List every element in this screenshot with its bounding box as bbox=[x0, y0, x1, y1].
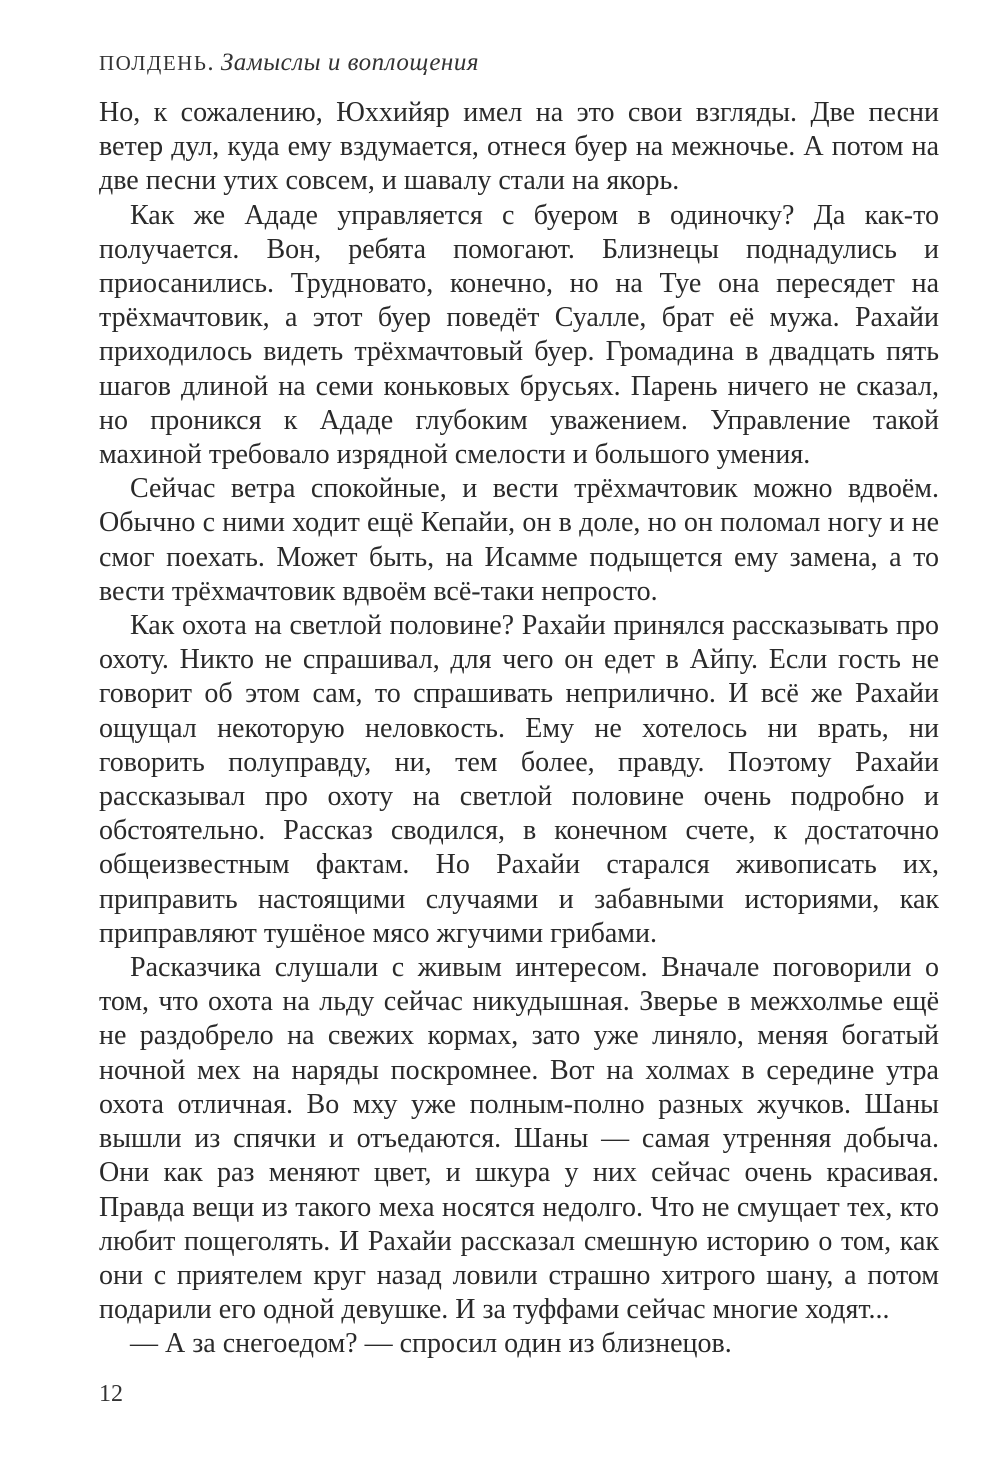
dialogue-line: — А за снегоедом? — спросил один из близнецов. bbox=[130, 1328, 732, 1360]
paragraph: Сейчас ветра спокойные, и вести трёхмачтовик можно вдвоём. Обычно с ними ходит ещё Кепайи, он в доле, но он поломал ногу и не смог поехать. Может быть, на Исамме подыщется ему замена, а то вести трёхмачтовик вдвоём всё-таки непросто. bbox=[99, 473, 939, 607]
page-number: 12 bbox=[99, 1381, 123, 1407]
running-head bbox=[99, 48, 939, 78]
page bbox=[99, 48, 939, 1362]
running-head-subtitle: Замыслы и воплощения bbox=[220, 49, 479, 76]
paragraph: Как же Ададе управляется с буером в одиночку? Да как-то получается. Вон, ребята помогают. Близнецы поднадулись и приосанились. Трудновато, конечно, но на Туе она пересядет на трёхмачтовик, а этот буер поведёт Суалле, брат её мужа. Рахайи приходилось видеть трёхмачтовый буер. Громадина в двадцать пять шагов длиной на семи коньковых брусьях. Парень ничего не сказал, но проникся к Ададе глубоким уважением. Управление такой махиной требовало изрядной смелости и большого умения. bbox=[99, 199, 939, 471]
body-text bbox=[99, 96, 939, 1362]
running-head-section: ПОЛДЕНЬ bbox=[99, 51, 208, 75]
running-head-separator: . bbox=[207, 49, 221, 76]
paragraph: Расказчика слушали с живым интересом. Вначале поговорили о том, что охота на льду сейчас никудышная. Зверье в межхолмье ещё не раздобрело на свежих кормах, зато уже линяло, меняя богатый ночной мех на наряды поскромнее. Вот на холмах в середине утра охота отличная. Во мху уже полным-полно разных жучков. Шаны вышли из спячки и отъедаются. Шаны — самая утренняя добыча. Они как раз меняют цвет, и шкура у них сейчас очень красивая. Правда вещи из такого меха носятся недолго. Что не смущает тех, кто любит пощеголять. И Рахайи рассказал смешную историю о том, как они с приятелем круг назад ловили страшно хитрого шану, а потом подарили его одной девушке. И за туффами сейчас многие ходят... bbox=[99, 952, 939, 1326]
paragraph: Как охота на светлой половине? Рахайи принялся рассказывать про охоту. Никто не спрашивал, для чего он едет в Айпу. Если гость не говорит об этом сам, то спрашивать неприлично. И всё же Рахайи ощущал некоторую неловкость. Ему не хотелось ни врать, ни говорить полуправду, ни, тем более, правду. Поэтому Рахайи рассказывал про охоту на светлой половине очень подробно и обстоятельно. Рассказ сводился, в конечном счете, к достаточно общеизвестным фактам. Но Рахайи старался живописать их, приправить настоящими случаями и забавными историями, как приправляют тушёное мясо жгучими грибами. bbox=[99, 610, 939, 949]
paragraph: Но, к сожалению, Юххийяр имел на это свои взгляды. Две песни ветер дул, куда ему вздумается, отнеся буер на межночье. А потом на две песни утих совсем, и шавалу стали на якорь. bbox=[99, 97, 939, 197]
